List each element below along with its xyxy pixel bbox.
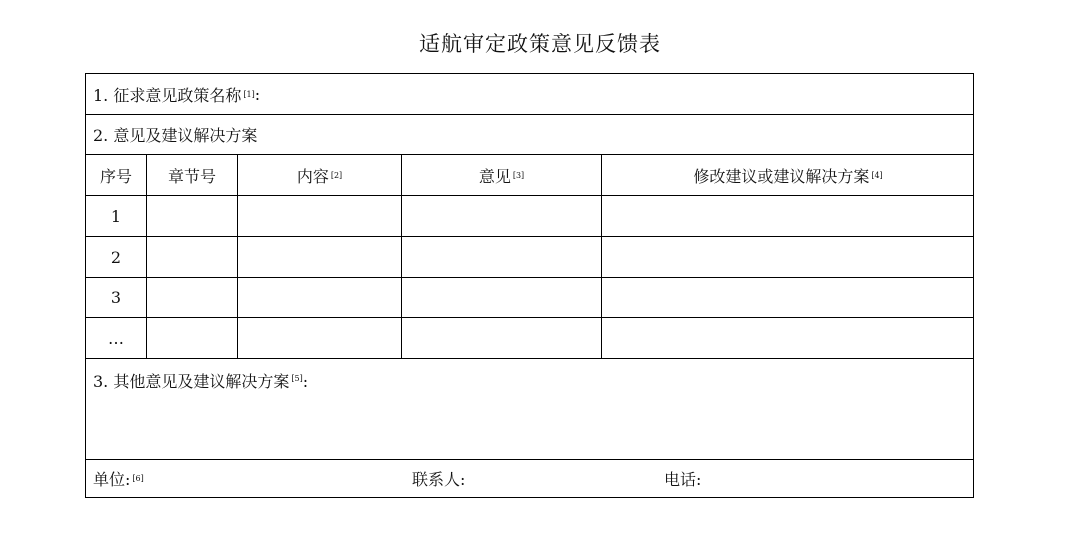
policy-name-colon: : bbox=[254, 84, 261, 104]
unit-label: 单位: bbox=[93, 470, 131, 489]
row-content-cell[interactable] bbox=[238, 318, 402, 358]
contact-label: 联系人: bbox=[412, 470, 466, 489]
header-chapter bbox=[147, 155, 238, 195]
row-content-cell[interactable] bbox=[238, 237, 402, 277]
row-index-cell bbox=[86, 237, 147, 277]
header-index bbox=[86, 155, 147, 195]
unit-note: [6] bbox=[132, 474, 144, 483]
header-content-note: [2] bbox=[330, 170, 343, 180]
row-chapter-cell[interactable] bbox=[147, 318, 238, 358]
other-opinions-note: [5] bbox=[291, 373, 303, 383]
unit-field[interactable] bbox=[93, 460, 144, 497]
header-opinion-note: [3] bbox=[512, 170, 525, 180]
row-index: 1 bbox=[110, 206, 122, 226]
row-opinion-cell[interactable] bbox=[402, 278, 602, 317]
header-chapter-label: 章节号 bbox=[167, 166, 216, 186]
row-index: 3 bbox=[110, 288, 122, 307]
table-row bbox=[86, 237, 973, 278]
row-chapter-cell[interactable] bbox=[147, 237, 238, 277]
feedback-form-table bbox=[85, 73, 974, 498]
phone-label: 电话: bbox=[664, 470, 702, 489]
row-suggestion-cell[interactable] bbox=[602, 318, 974, 358]
row-content-cell[interactable] bbox=[238, 196, 402, 236]
table-header-row bbox=[86, 155, 973, 196]
header-content-label: 内容 bbox=[296, 166, 329, 186]
header-suggestion-note: [4] bbox=[871, 170, 883, 180]
row-index: … bbox=[108, 328, 124, 348]
policy-name-row[interactable] bbox=[86, 74, 973, 115]
policy-name-note: [1] bbox=[243, 89, 255, 99]
other-opinions-row[interactable] bbox=[86, 359, 973, 460]
header-opinion bbox=[402, 155, 602, 195]
header-suggestion-label: 修改建议或建议解决方案 bbox=[693, 166, 870, 186]
row-suggestion-cell[interactable] bbox=[602, 196, 974, 236]
contact-field[interactable] bbox=[412, 460, 465, 497]
header-content bbox=[238, 155, 402, 195]
phone-field[interactable] bbox=[664, 460, 701, 497]
other-opinions-label: 3. 其他意见及建议解决方案 bbox=[93, 372, 290, 391]
row-index-cell bbox=[86, 318, 147, 358]
row-index: 2 bbox=[110, 247, 122, 267]
other-opinions-colon: : bbox=[302, 372, 309, 391]
table-row bbox=[86, 196, 973, 237]
document-title: 适航审定政策意见反馈表 bbox=[419, 32, 661, 56]
row-suggestion-cell[interactable] bbox=[602, 278, 974, 317]
row-index-cell bbox=[86, 196, 147, 236]
table-row bbox=[86, 278, 973, 318]
opinions-label: 2. 意见及建议解决方案 bbox=[93, 126, 258, 145]
row-opinion-cell[interactable] bbox=[402, 196, 602, 236]
row-opinion-cell[interactable] bbox=[402, 237, 602, 277]
opinions-heading-row bbox=[86, 115, 973, 155]
row-chapter-cell[interactable] bbox=[147, 196, 238, 236]
row-index-cell bbox=[86, 278, 147, 317]
row-suggestion-cell[interactable] bbox=[602, 237, 974, 277]
footer-row bbox=[86, 460, 973, 497]
row-content-cell[interactable] bbox=[238, 278, 402, 317]
header-suggestion bbox=[602, 155, 974, 195]
header-opinion-label: 意见 bbox=[478, 166, 511, 186]
policy-name-label: 1. 征求意见政策名称 bbox=[93, 85, 242, 105]
row-opinion-cell[interactable] bbox=[402, 318, 602, 358]
row-chapter-cell[interactable] bbox=[147, 278, 238, 317]
table-row bbox=[86, 318, 973, 359]
header-index-label: 序号 bbox=[99, 166, 132, 186]
